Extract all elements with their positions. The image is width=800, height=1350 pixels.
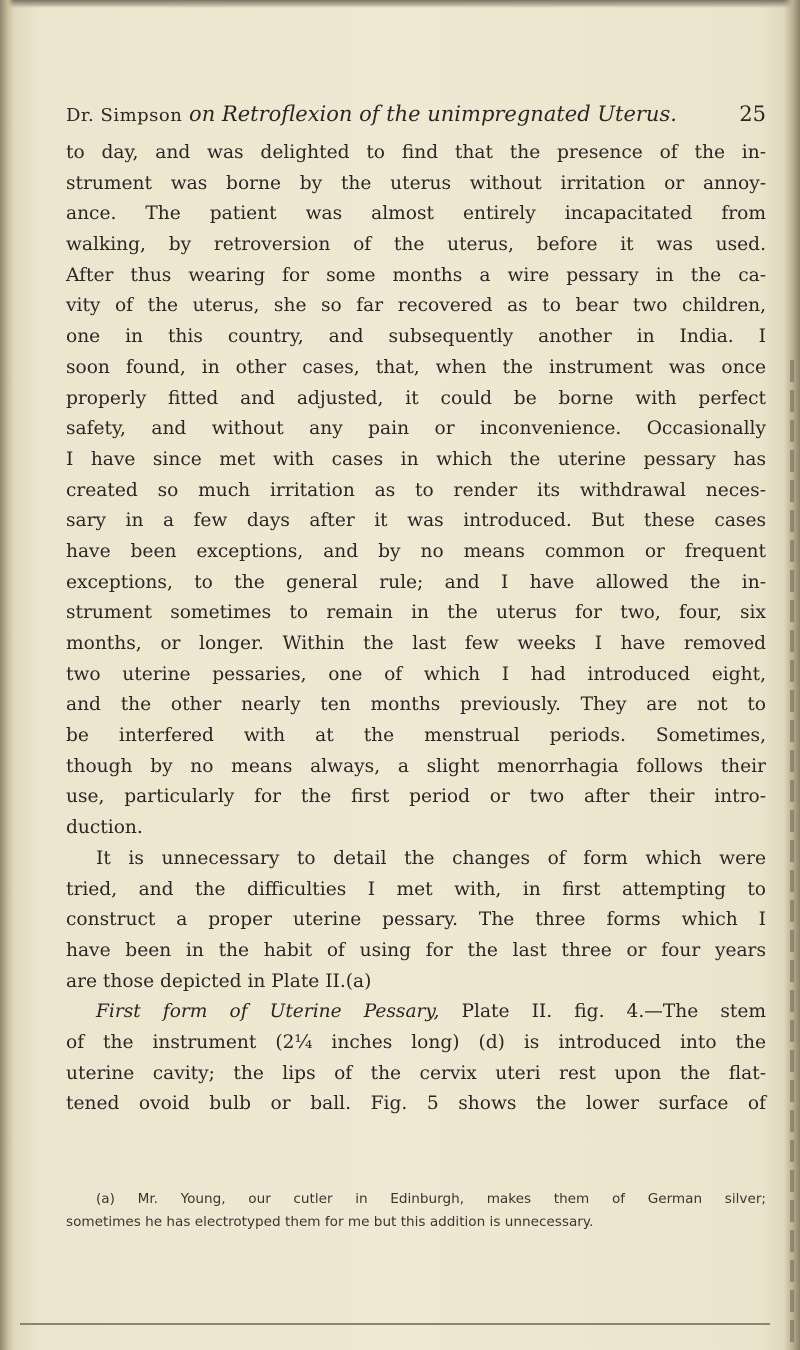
text-line: and the other nearly ten months previously. They are not to [66,694,766,716]
footnote [66,1188,766,1234]
text-line: have been in the habit of using for the last three or four years [66,939,766,961]
text-line: though by no means always, a slight menorrhagia follows their [66,755,766,777]
header-author: Dr. Simpson [66,105,183,126]
text-line: sary in a few days after it was introduced. But these cases [66,510,766,532]
text-line: of the instrument (2¼ inches long) (d) is introduced into the [66,1031,766,1053]
text-line: to day, and was delighted to find that the presence of the in- [66,142,766,163]
text-line: duction. [66,817,143,839]
footnote-line: (a) Mr. Young, our cutler in Edinburgh, makes them of German silver; [96,1191,766,1207]
text-line: be interfered with at the menstrual periods. Sometimes, [66,725,766,747]
text-line: have been exceptions, and by no means common or frequent [66,540,766,562]
text-line: months, or longer. Within the last few weeks I have removed [66,633,766,654]
text-line: use, particularly for the first period or two after their intro- [66,786,766,808]
text-line: exceptions, to the general rule; and I have allowed the in- [66,571,766,593]
text-line: soon found, in other cases, that, when the instrument was once [66,356,766,378]
text-line: I have since met with cases in which the uterine pessary has [66,448,766,470]
page-stack-edge [790,360,794,1350]
text-line: properly fitted and adjusted, it could be borne with perfect [66,387,766,409]
book-spine-edge [0,0,14,1350]
text-line: ance. The patient was almost entirely incapacitated from [66,203,766,225]
header-title [66,98,677,132]
body-text [66,138,766,1120]
footnote-line: sometimes he has electrotyped them for me but this addition is unnecessary. [66,1214,594,1230]
text-line: safety, and without any pain or inconvenience. Occasionally [66,418,766,440]
text-line: are those depicted in Plate II.(a) [66,970,372,992]
text-line: walking, by retroversion of the uterus, before it was used. [66,234,766,256]
text-line: strument was borne by the uterus without irritation or annoy- [66,172,766,194]
page-number: 25 [739,102,766,126]
subheading-italic: First form of Uterine Pessary, [96,1001,440,1023]
header-on: on [189,102,216,126]
text-line: construct a proper uterine pessary. The three forms which I [66,909,766,931]
text-line: tried, and the difficulties I met with, in first attempting to [66,878,766,900]
text-line: two uterine pessaries, one of which I had introduced eight, [66,663,766,685]
text-line: uterine cavity; the lips of the cervix uteri rest upon the flat- [66,1062,766,1084]
text-line: After thus wearing for some months a wire pessary in the ca- [66,264,766,286]
text-line-subheading [66,997,766,1028]
text-line: one in this country, and subsequently another in India. I [66,326,766,348]
text-line: tened ovoid bulb or ball. Fig. 5 shows the lower surface of [66,1093,766,1115]
header-article-title: Retroflexion of the unimpregnated Uterus. [221,102,677,126]
running-header [66,98,766,130]
page-top-edge [0,0,800,8]
subheading-rest: Plate II. fig. 4.—The stem [461,1001,766,1023]
text-line: created so much irritation as to render its withdrawal neces- [66,479,766,501]
text-line: vity of the uterus, she so far recovered as to bear two children, [66,295,766,317]
text-line: strument sometimes to remain in the uterus for two, four, six [66,602,766,624]
text-line: It is unnecessary to detail the changes of form which were [96,847,766,869]
page-bottom-edge [20,1323,770,1325]
